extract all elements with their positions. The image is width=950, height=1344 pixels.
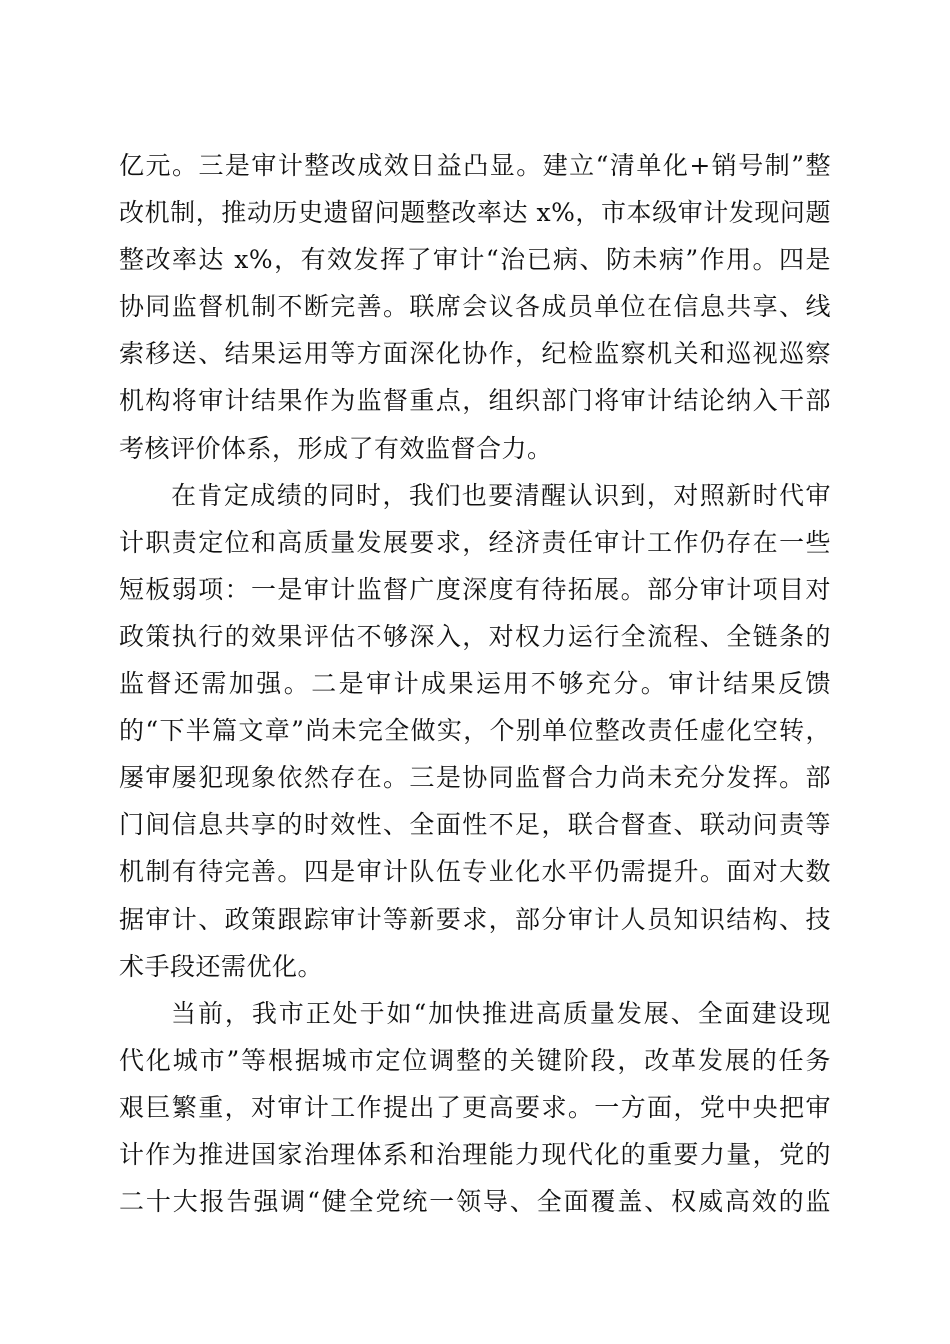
paragraph-shortcomings — [119, 472, 831, 990]
text-line: 门间信息共享的时效性、全面性不足，联合督查、联动问责等 — [119, 810, 831, 840]
text-line: 屡审屡犯现象依然存在。三是协同监督合力尚未充分发挥。部 — [119, 763, 831, 793]
text-line: 协同监督机制不断完善。联席会议各成员单位在信息共享、线 — [119, 292, 831, 322]
text-line: 艰巨繁重，对审计工作提出了更高要求。一方面，党中央把审 — [119, 1092, 831, 1122]
text-line: 整改率达 x%，有效发挥了审计“治已病、防未病”作用。四是 — [119, 245, 831, 275]
text-line: 索移送、结果运用等方面深化协作，纪检监察机关和巡视巡察 — [119, 339, 831, 369]
text-line: 二十大报告强调“健全党统一领导、全面覆盖、权威高效的监 — [119, 1187, 831, 1217]
text-line: 考核评价体系，形成了有效监督合力。 — [119, 433, 553, 463]
text-line: 在肯定成绩的同时，我们也要清醒认识到，对照新时代审 — [171, 480, 831, 510]
text-line: 计作为推进国家治理体系和治理能力现代化的重要力量，党的 — [119, 1139, 831, 1169]
text-line: 短板弱项：一是审计监督广度深度有待拓展。部分审计项目对 — [119, 574, 831, 604]
text-line: 机制有待完善。四是审计队伍专业化水平仍需提升。面对大数 — [119, 857, 831, 887]
text-line: 的“下半篇文章”尚未完全做实，个别单位整改责任虚化空转， — [119, 716, 831, 746]
text-line: 代化城市”等根据城市定位调整的关键阶段，改革发展的任务 — [119, 1045, 831, 1075]
text-line: 计职责定位和高质量发展要求，经济责任审计工作仍存在一些 — [119, 527, 831, 557]
text-line: 亿元。三是审计整改成效日益凸显。建立“清单化+销号制”整 — [119, 151, 831, 180]
paragraph-current-situation — [119, 990, 831, 1225]
text-line: 机构将审计结果作为监督重点，组织部门将审计结论纳入干部 — [119, 386, 831, 416]
paragraph-achievements — [119, 142, 831, 472]
text-line: 术手段还需优化。 — [119, 951, 324, 981]
text-line: 据审计、政策跟踪审计等新要求，部分审计人员知识结构、技 — [119, 904, 831, 934]
text-line: 监督还需加强。二是审计成果运用不够充分。审计结果反馈 — [119, 669, 831, 699]
text-line: 当前，我市正处于如“加快推进高质量发展、全面建设现 — [171, 998, 831, 1028]
document-body — [119, 142, 831, 1225]
text-line: 改机制，推动历史遗留问题整改率达 x%，市本级审计发现问题 — [119, 198, 831, 228]
text-line: 政策执行的效果评估不够深入，对权力运行全流程、全链条的 — [119, 621, 831, 651]
